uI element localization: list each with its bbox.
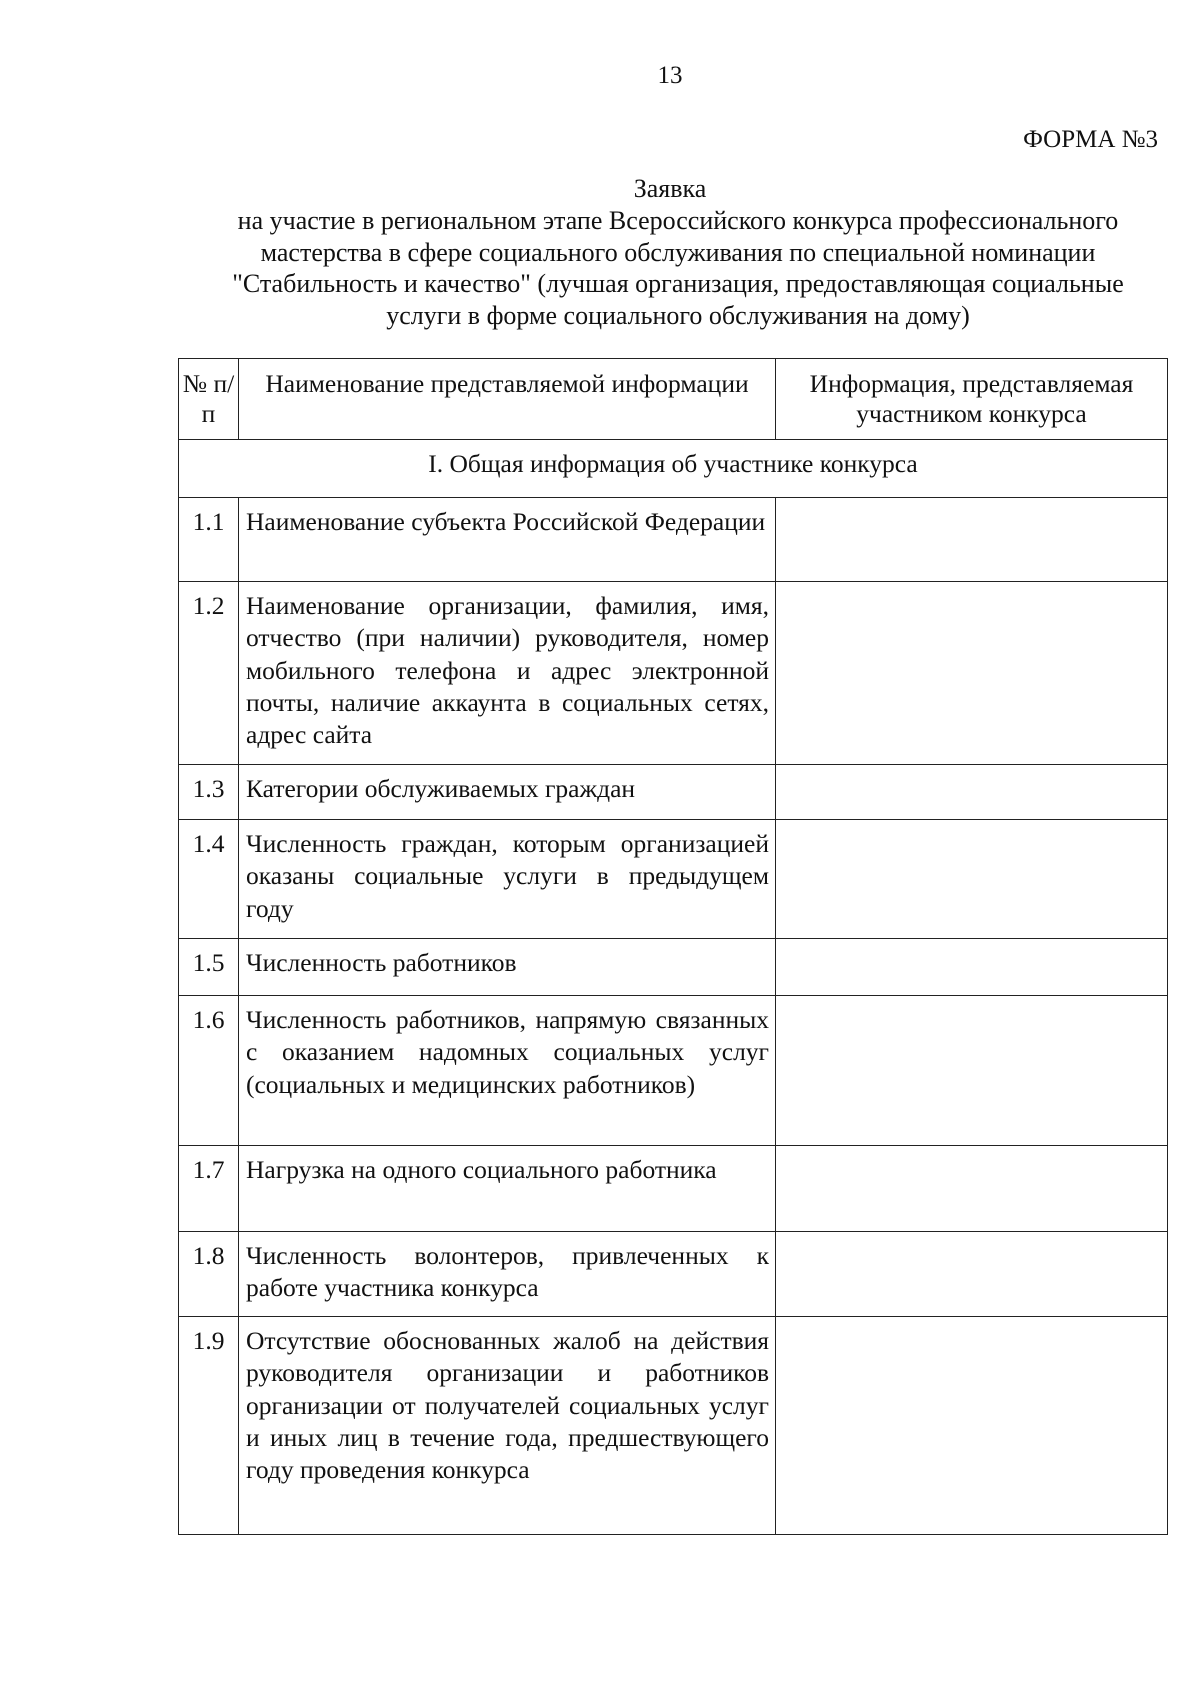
row-num: 1.4 xyxy=(179,820,239,939)
row-name: Численность работников xyxy=(239,939,776,996)
page-number: 13 xyxy=(657,62,683,89)
table-row xyxy=(179,820,1168,939)
row-num: 1.6 xyxy=(179,996,239,1146)
row-num: 1.3 xyxy=(179,765,239,820)
row-name: Численность работников, напрямую связанных с оказанием надомных социальных услуг (социальных и медицинских работников) xyxy=(239,996,776,1146)
row-num: 1.1 xyxy=(179,498,239,582)
subtitle-line: мастерства в сфере социального обслуживания по специальной номинации xyxy=(260,237,1096,267)
row-name: Наименование субъекта Российской Федерации xyxy=(239,498,776,582)
row-name: Категории обслуживаемых граждан xyxy=(239,765,776,820)
row-info[interactable] xyxy=(776,820,1168,939)
row-name: Численность граждан, которым организацией оказаны социальные услуги в предыдущем году xyxy=(239,820,776,939)
table-row xyxy=(179,1232,1168,1317)
row-info[interactable] xyxy=(776,582,1168,765)
row-name: Нагрузка на одного социального работника xyxy=(239,1146,776,1232)
row-name: Численность волонтеров, привлеченных к работе участника конкурса xyxy=(239,1232,776,1317)
row-name: Наименование организации, фамилия, имя, отчество (при наличии) руководителя, номер мобильного телефона и адрес электронной почты, наличие аккаунта в социальных сетях, адрес сайта xyxy=(239,582,776,765)
section-title: I. Общая информация об участнике конкурса xyxy=(179,440,1168,498)
subtitle-line: на участие в региональном этапе Всероссийского конкурса профессионального xyxy=(237,206,1119,235)
row-info[interactable] xyxy=(776,498,1168,582)
subtitle-line: "Стабильность и качество" (лучшая организация, предоставляющая социальные xyxy=(232,269,1124,298)
row-name: Отсутствие обоснованных жалоб на действия руководителя организации и работников организации от получателей социальных услуг и иных лиц в течение года, предшествующего году проведения конкурса xyxy=(239,1317,776,1535)
table-row xyxy=(179,582,1168,765)
row-num: 1.9 xyxy=(179,1317,239,1535)
row-info[interactable] xyxy=(776,1232,1168,1317)
row-info[interactable] xyxy=(776,765,1168,820)
table-row xyxy=(179,1146,1168,1232)
row-info[interactable] xyxy=(776,939,1168,996)
header-num: № п/п xyxy=(179,359,239,440)
row-num: 1.8 xyxy=(179,1232,239,1317)
row-info[interactable] xyxy=(776,996,1168,1146)
row-num: 1.5 xyxy=(179,939,239,996)
application-table xyxy=(178,358,1168,1535)
table-row xyxy=(179,996,1168,1146)
header-info: Информация, представляемая участником конкурса xyxy=(776,359,1168,440)
table-row xyxy=(179,498,1168,582)
section-row xyxy=(179,440,1168,498)
table-header-row xyxy=(179,359,1168,440)
row-info[interactable] xyxy=(776,1317,1168,1535)
header-name: Наименование представляемой информации xyxy=(239,359,776,440)
document-subtitle xyxy=(178,205,1178,331)
row-info[interactable] xyxy=(776,1146,1168,1232)
table-row xyxy=(179,765,1168,820)
row-num: 1.7 xyxy=(179,1146,239,1232)
table-row xyxy=(179,1317,1168,1535)
table-row xyxy=(179,939,1168,996)
document-title: Заявка xyxy=(633,174,707,203)
row-num: 1.2 xyxy=(179,582,239,765)
subtitle-line: услуги в форме социального обслуживания на дому) xyxy=(386,300,970,330)
form-label: ФОРМА №3 xyxy=(1023,126,1158,153)
